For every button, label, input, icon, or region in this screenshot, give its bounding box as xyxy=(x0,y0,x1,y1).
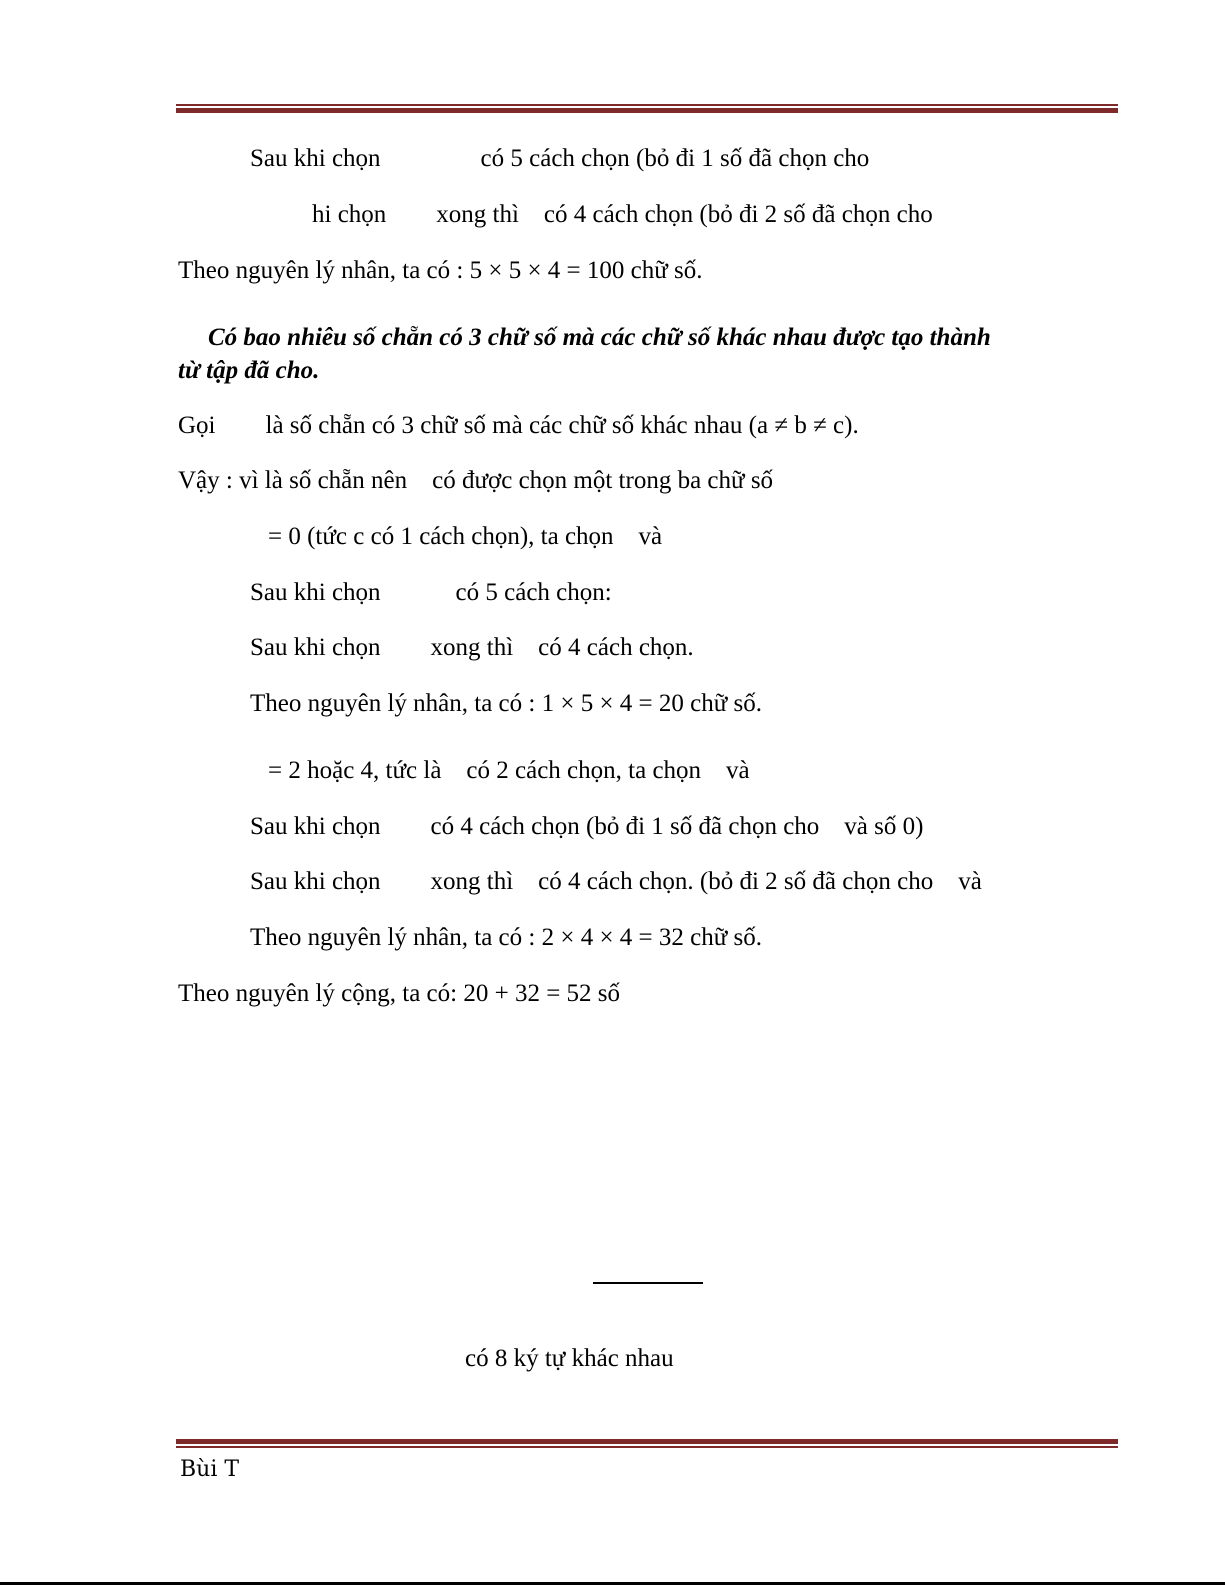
text-line: Sau khi chọn có 5 cách chọn (bỏ đi 1 số đã chọn cho xyxy=(250,145,870,172)
footer-author: Bùi T xyxy=(180,1457,240,1482)
text-line: Theo nguyên lý cộng, ta có: 20 + 32 = 52 số xyxy=(178,980,621,1007)
text-line: = 0 (tức c có 1 cách chọn), ta chọn và xyxy=(268,523,663,550)
text-line: Sau khi chọn có 5 cách chọn: xyxy=(250,579,612,606)
text-line: Sau khi chọn có 4 cách chọn (bỏ đi 1 số đã chọn cho và số 0) xyxy=(250,813,924,840)
separator-rule xyxy=(593,1282,703,1284)
text-line: hi chọn xong thì có 4 cách chọn (bỏ đi 2 số đã chọn cho xyxy=(312,201,933,228)
header-rule xyxy=(176,104,1118,113)
footer-rule xyxy=(176,1439,1118,1448)
text-line: Theo nguyên lý nhân, ta có : 5 × 5 × 4 = 100 chữ số. xyxy=(178,257,703,284)
text-line: Theo nguyên lý nhân, ta có : 1 × 5 × 4 = 20 chữ số. xyxy=(250,690,763,717)
question-line-2: từ tập đã cho. xyxy=(178,357,320,384)
text-line: Sau khi chọn xong thì có 4 cách chọn. (bỏ đi 2 số đã chọn cho và xyxy=(250,868,982,895)
question-line-1: Có bao nhiêu số chẵn có 3 chữ số mà các chữ số khác nhau được tạo thành xyxy=(208,324,991,351)
text-line: Vậy : vì là số chẵn nên có được chọn một trong ba chữ số xyxy=(178,467,774,494)
text-line: Sau khi chọn xong thì có 4 cách chọn. xyxy=(250,634,694,661)
text-line: Theo nguyên lý nhân, ta có : 2 × 4 × 4 = 32 chữ số. xyxy=(250,924,763,951)
text-line: có 8 ký tự khác nhau xyxy=(465,1345,674,1372)
text-line: Gọi là số chẵn có 3 chữ số mà các chữ số khác nhau (a ≠ b ≠ c). xyxy=(178,412,859,439)
text-line: = 2 hoặc 4, tức là có 2 cách chọn, ta chọn và xyxy=(268,757,750,784)
